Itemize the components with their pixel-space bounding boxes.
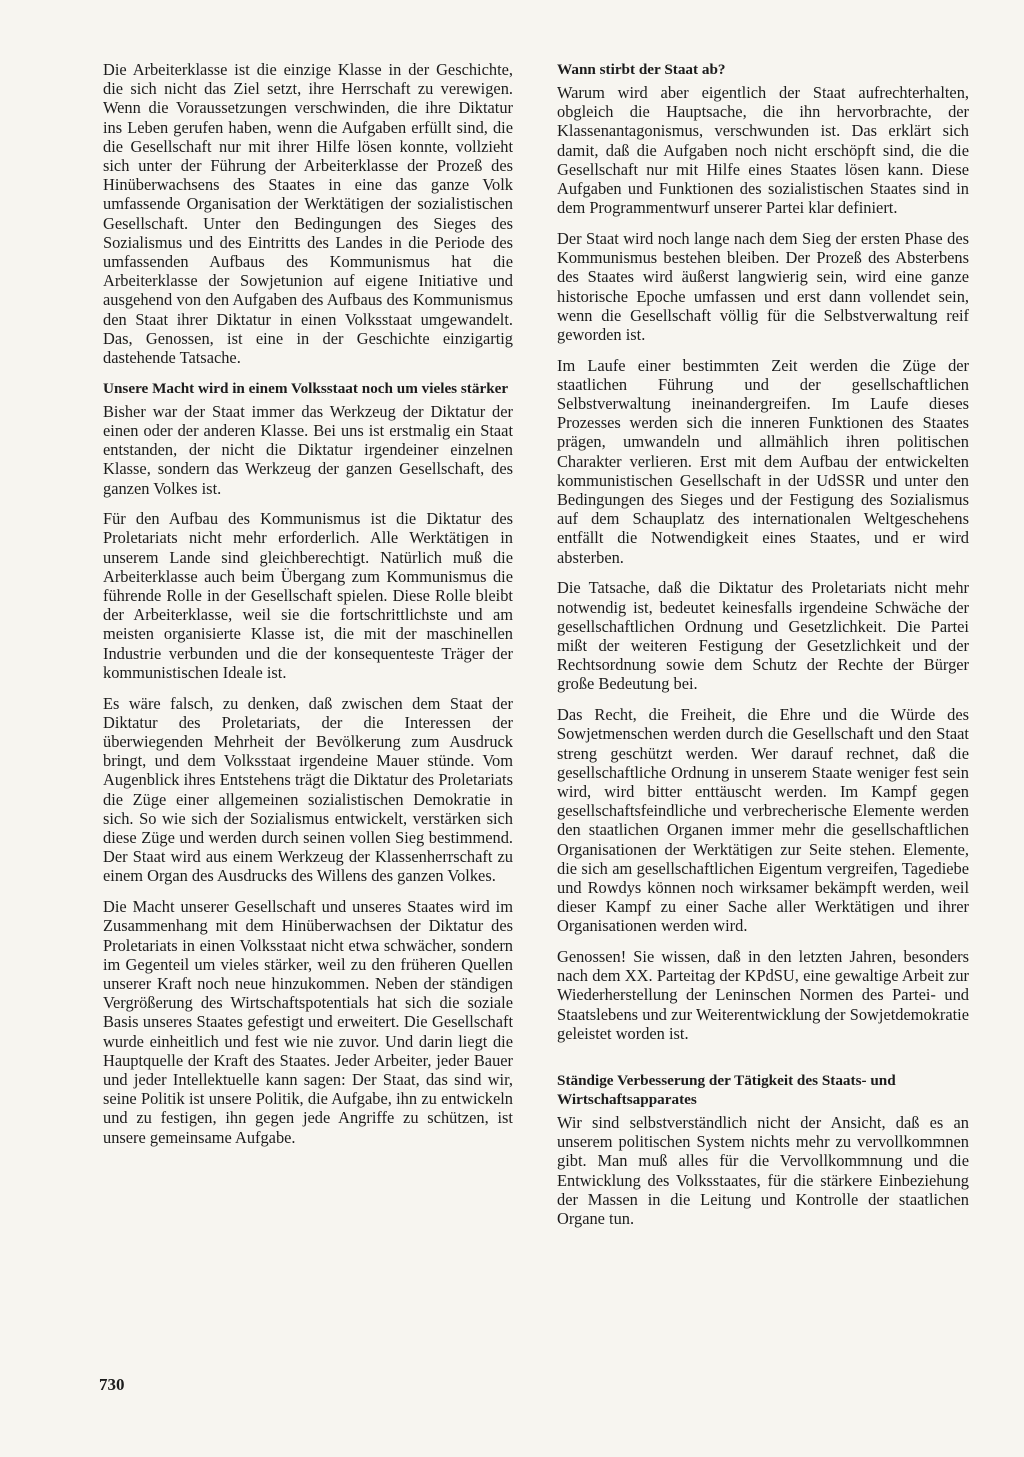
page-number: 730 — [99, 1375, 125, 1394]
paragraph: Das Recht, die Freiheit, die Ehre und die Würde des Sowjetmenschen werden durch die Gesellschaft und den Staat streng geschützt werden. Wer darauf rechnet, daß die gesellschaftliche Ordnung in unserem Staate weniger fest sein wird, wird bitter enttäuscht werden. Im Kampf gegen gesellschaftsfeindliche und verbrecherische Elemente werden den staatlichen Organen immer mehr die gesellschaftlichen Organisationen der Werktätigen zur Seite stehen. Elemente, die sich am gesellschaftlichen Eigentum vergreifen, Tagediebe und Rowdys können noch wirksamer bekämpft werden, weil dieser Kampf zu einer Sache aller Werktätigen und ihrer Organisationen werden wird. — [557, 705, 969, 936]
paragraph: Der Staat wird noch lange nach dem Sieg der ersten Phase des Kommunismus bestehen bleiben. Der Prozeß des Absterbens des Staates wird äußerst langwierig sein, wird eine ganze historische Epoche umfassen und erst dann vollendet sein, wenn die Gesellschaft völlig für die Selbstverwaltung reif geworden ist. — [557, 228, 969, 344]
paragraph: Die Arbeiterklasse ist die einzige Klasse in der Geschichte, die sich nicht das Ziel setzt, ihre Herrschaft zu verewigen. Wenn die Voraussetzungen verschwinden, die ihre Diktatur ins Leben gerufen haben, wenn die Aufgaben erfüllt sind, die die Gesellschaft nur mit ihrer Hilfe lösen konnte, vollzieht sich unter der Führung der Arbeiterklasse der Prozeß des Hinüberwachsens des Staates in eine das ganze Volk umfassende Organisation der Werktätigen der sozialistischen Gesellschaft. Unter den Bedingungen des Sieges des Sozialismus und des Eintritts des Landes in die Periode des umfassenden Aufbaus des Kommunismus hat die Arbeiterklasse der Sowjetunion auf eigene Initiative und ausgehend von den Aufgaben des Aufbaus des Kommunismus den Staat ihrer Diktatur in einen Volksstaat umgewandelt. Das, Genossen, ist eine in der Geschichte einzigartig dastehende Tatsache. — [103, 60, 513, 368]
section-heading: Unsere Macht wird in einem Volksstaat noch um vieles stärker — [103, 379, 509, 397]
paragraph: Warum wird aber eigentlich der Staat aufrechterhalten, obgleich die Hauptsache, die ihn hervorbrachte, der Klassenantagonismus, verschwunden ist. Das erklärt sich damit, daß die Aufgaben noch nicht erschöpft sind, die die Gesellschaft nur mit Hilfe eines Staates lösen kann. Diese Aufgaben und Funktionen des sozialistischen Staates sind in dem Programmentwurf unserer Partei klar definiert. — [557, 83, 969, 218]
paragraph: Für den Aufbau des Kommunismus ist die Diktatur des Proletariats nicht mehr erforderlich. Alle Werktätigen in unserem Lande sind gleichberechtigt. Natürlich muß die Arbeiterklasse auch beim Übergang zum Kommunismus die führende Rolle in der Gesellschaft spielen. Diese Rolle bleibt der Arbeiterklasse, weil sie die fortschrittlichste und am meisten organisierte Klasse ist, die mit der maschinellen Industrie verbunden und die der konsequenteste Träger der kommunistischen Ideale ist. — [103, 509, 513, 682]
right-column — [557, 60, 969, 1240]
paragraph: Wir sind selbstverständlich nicht der Ansicht, daß es an unserem politischen System nichts mehr zu vervollkommnen gibt. Man muß alles für die Vervollkommnung und die Entwicklung des Volksstaates, für die stärkere Einbeziehung der Massen in die Leitung und Kontrolle der staatlichen Organe tun. — [557, 1113, 969, 1229]
paragraph: Bisher war der Staat immer das Werkzeug der Diktatur der einen oder der anderen Klasse. Bei uns ist erstmalig ein Staat entstanden, der nicht die Diktatur irgendeiner einzelnen Klasse, sondern das Werkzeug der ganzen Gesellschaft, des ganzen Volkes ist. — [103, 401, 513, 498]
left-column — [103, 60, 513, 1158]
paragraph: Die Macht unserer Gesellschaft und unseres Staates wird im Zusammenhang mit dem Hinüberwachsen der Diktatur des Proletariats in einen Volksstaat nicht etwa schwächer, sondern im Gegenteil um vieles stärker, weil zu den früheren Quellen unserer Kraft noch neue hinzukommen. Neben der ständigen Vergrößerung des Wirtschaftspotentials hat sich die soziale Basis unseres Staates gefestigt und erweitert. Die Gesellschaft wurde einheitlich und fest wie nie zuvor. Und darin liegt die Hauptquelle der Kraft des Staates. Jeder Arbeiter, jeder Bauer und jeder Intellektuelle kann sagen: Der Staat, das sind wir, seine Politik ist unsere Politik, die Aufgabe, ihn zu entwickeln und zu festigen, ihn gegen jede Angriffe zu schützen, ist unsere gemeinsame Aufgabe. — [103, 897, 513, 1147]
section-heading: Ständige Verbesserung der Tätigkeit des Staats- und Wirtschaftsapparates — [557, 1072, 896, 1109]
paragraph: Die Tatsache, daß die Diktatur des Proletariats nicht mehr notwendig ist, bedeutet keinesfalls irgendeine Schwäche der gesellschaftlichen Ordnung und Gesetzlichkeit. Die Partei mißt der weiteren Festigung der Gesetzlichkeit und der Rechtsordnung sowie dem Schutz der Rechte der Bürger große Bedeutung bei. — [557, 578, 969, 694]
paragraph: Es wäre falsch, zu denken, daß zwischen dem Staat der Diktatur des Proletariats, der die Interessen der überwiegenden Mehrheit der Bevölkerung zum Ausdruck bringt, und dem Volksstaat irgendeine Mauer stünde. Vom Augenblick ihres Entstehens trägt die Diktatur des Proletariats die Züge einer allgemeinen sozialistischen Demokratie in sich. So wie sich der Sozialismus entwickelt, verstärken sich diese Züge und werden durch seinen vollen Sieg bestimmend. Der Staat wird aus einem Werkzeug der Klassenherrschaft zu einem Organ des Ausdrucks des Willens des ganzen Volkes. — [103, 693, 513, 886]
paragraph: Im Laufe einer bestimmten Zeit werden die Züge der staatlichen Führung und der gesellschaftlichen Selbstverwaltung ineinandergreifen. Im Laufe dieses Prozesses werden sich die inneren Funktionen des Staates prägen, umwandeln und allmählich ihren politischen Charakter verlieren. Erst mit dem Aufbau der entwickelten kommunistischen Gesellschaft in der UdSSR und unter den Bedingungen des Sieges und der Festigung des Sozialismus auf dem Schauplatz des internationalen Weltgeschehens entfällt die Notwendigkeit eines Staates, und er wird absterben. — [557, 355, 969, 567]
section-heading: Wann stirbt der Staat ab? — [557, 61, 726, 78]
paragraph: Genossen! Sie wissen, daß in den letzten Jahren, besonders nach dem XX. Parteitag der KPdSU, eine gewaltige Arbeit zur Wiederherstellung der Leninschen Normen des Partei- und Staatslebens und zur Weiterentwicklung der Sowjetdemokratie geleistet worden ist. — [557, 947, 969, 1043]
